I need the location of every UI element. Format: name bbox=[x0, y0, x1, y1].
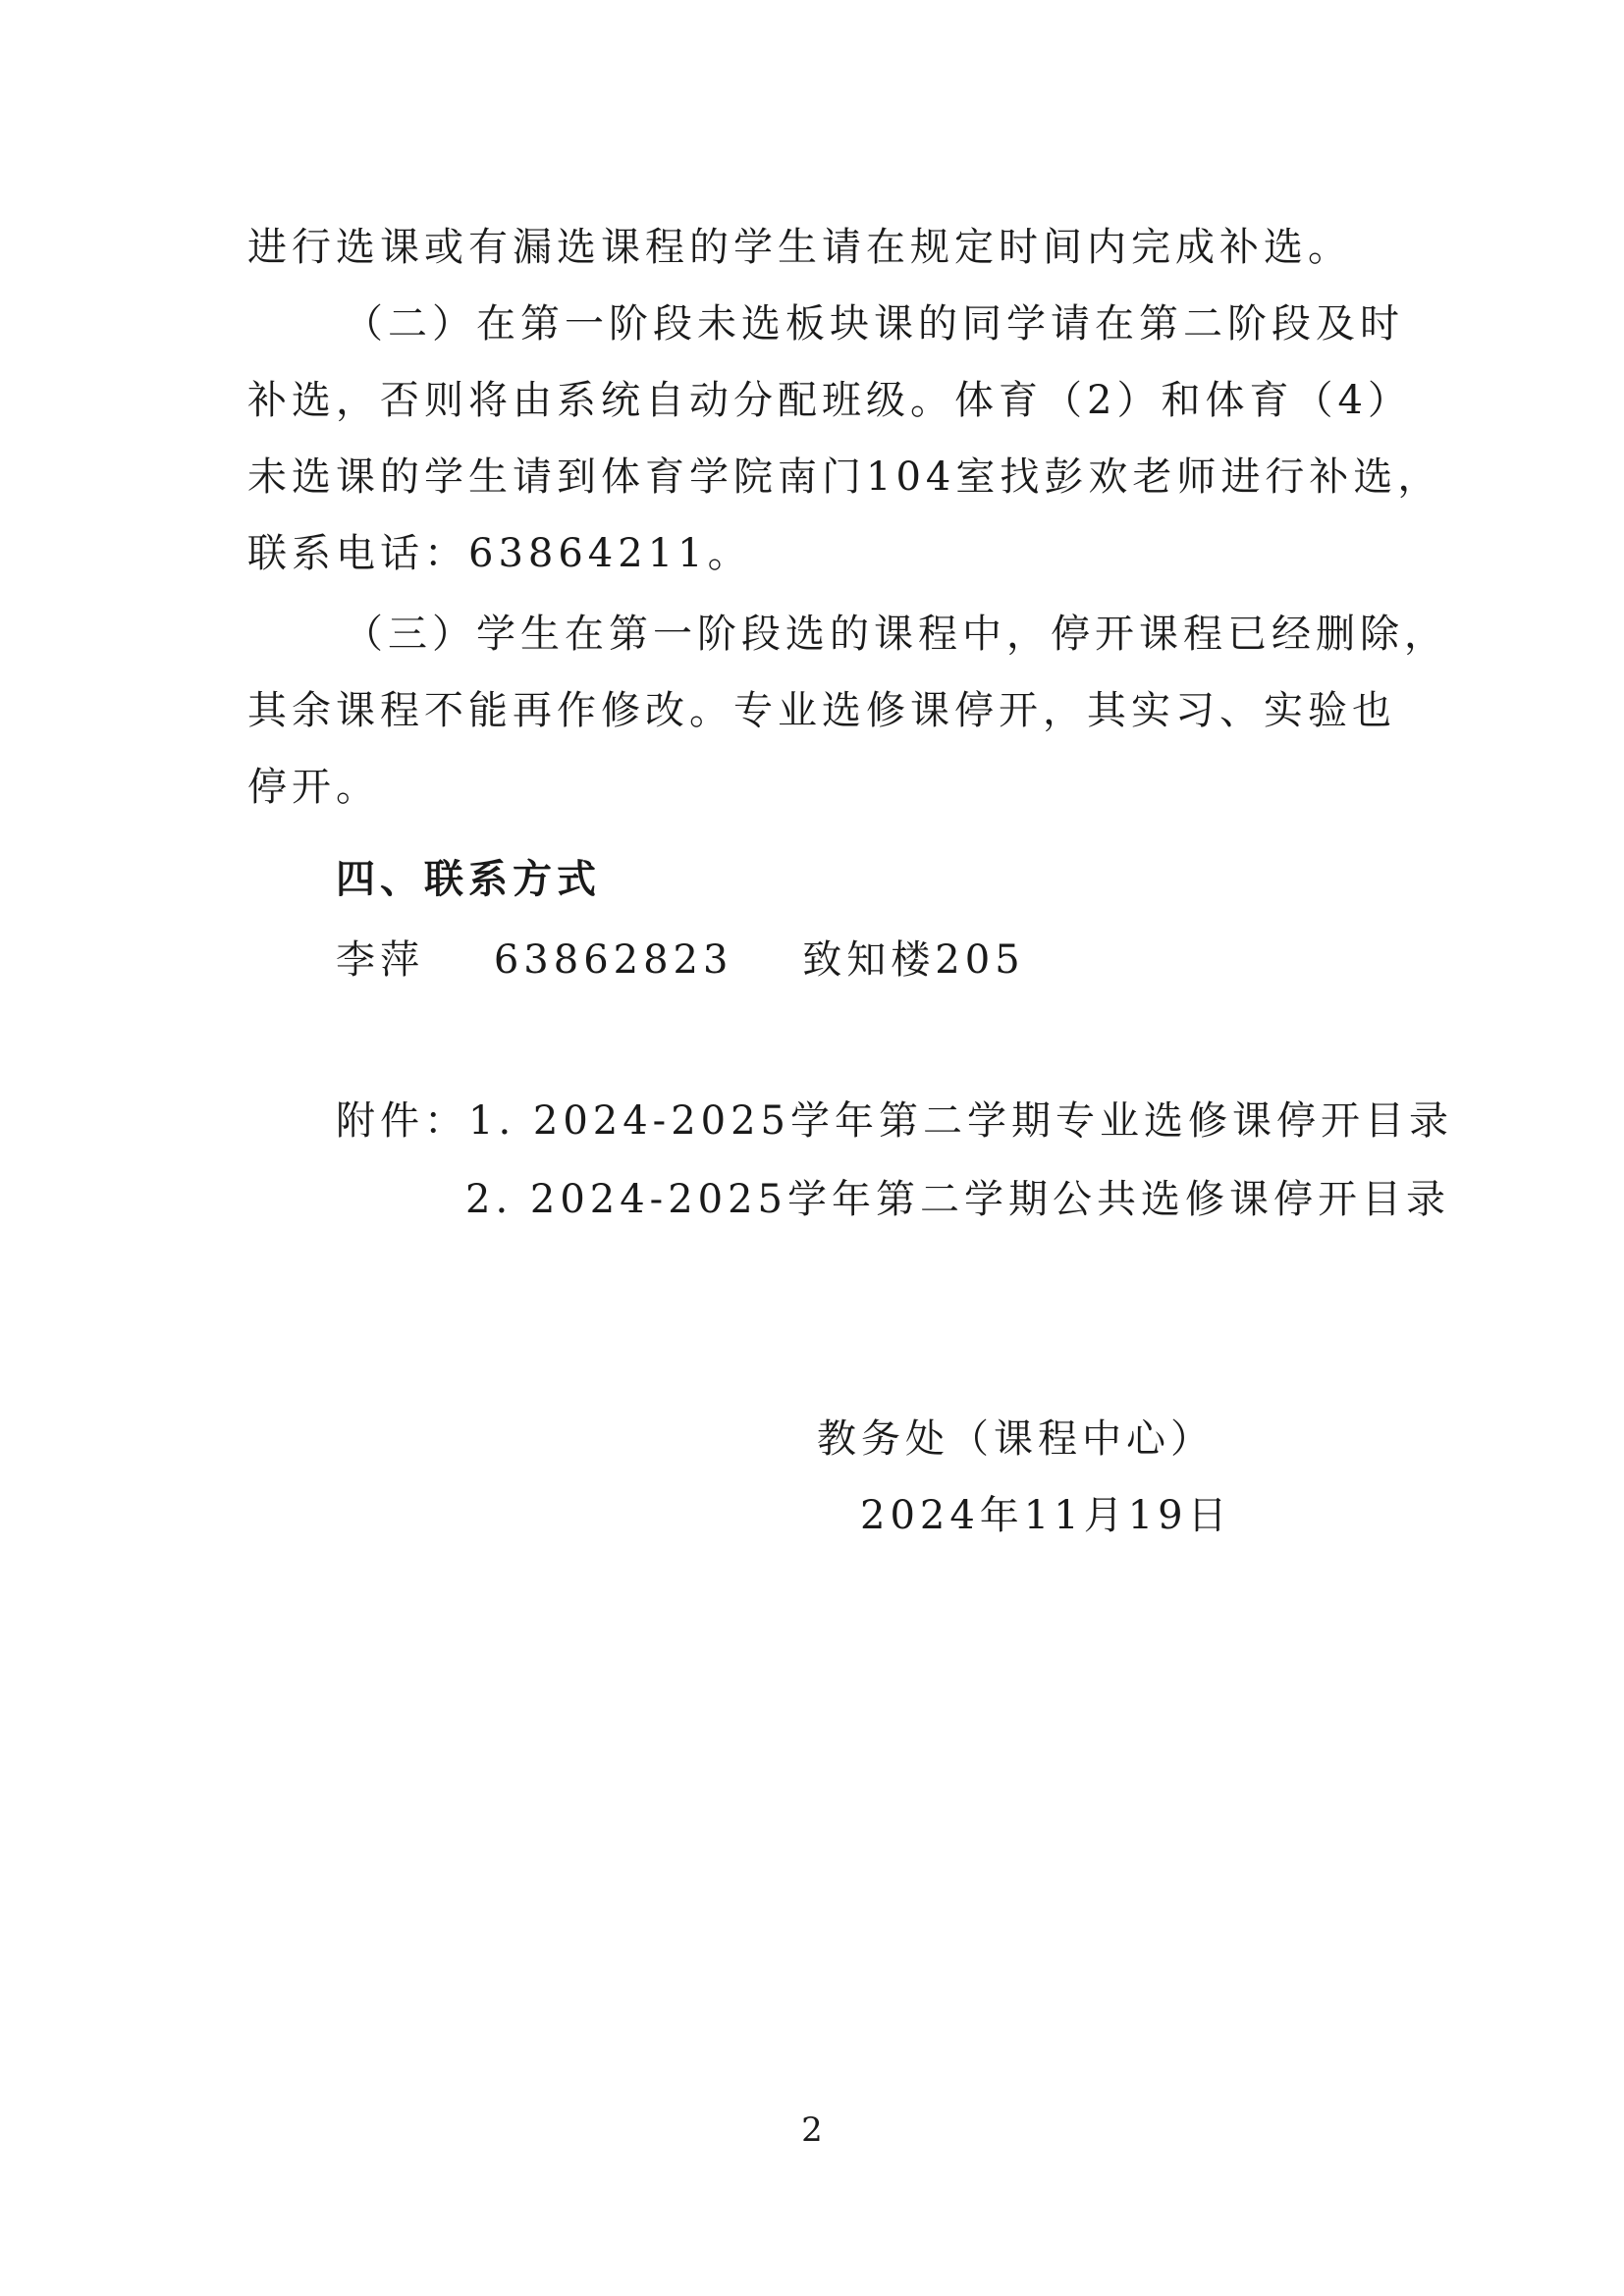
paragraph-2-line-3: 未选课的学生请到体育学院南门104室找彭欢老师进行补选， bbox=[247, 454, 1442, 500]
paragraph-3-line-3: 停开。 bbox=[247, 765, 380, 810]
signature-office: 教务处（课程中心） bbox=[817, 1416, 1215, 1462]
paragraph-3-line-1: （三）学生在第一阶段选的课程中，停开课程已经删除， bbox=[344, 612, 1448, 657]
paragraph-2-line-2: 补选，否则将由系统自动分配班级。体育（2）和体育（4） bbox=[247, 378, 1412, 423]
attachment-2: 2. 2024-2025学年第二学期公共选修课停开目录 bbox=[465, 1177, 1450, 1222]
contact-line: 李萍 63862823 致知楼205 bbox=[336, 937, 1025, 983]
page-number: 2 bbox=[801, 2110, 823, 2150]
section-4-heading: 四、联系方式 bbox=[336, 856, 601, 902]
paragraph-2-line-1: （二）在第一阶段未选板块课的同学请在第二阶段及时 bbox=[344, 301, 1404, 347]
paragraph-3-line-2: 其余课程不能再作修改。专业选修课停开，其实习、实验也 bbox=[247, 688, 1396, 733]
paragraph-1-tail: 进行选课或有漏选课程的学生请在规定时间内完成补选。 bbox=[247, 225, 1352, 270]
paragraph-2-line-4: 联系电话：63864211。 bbox=[247, 531, 752, 576]
attachment-1: 附件：1. 2024-2025学年第二学期专业选修课停开目录 bbox=[336, 1098, 1453, 1144]
signature-date: 2024年11月19日 bbox=[860, 1493, 1232, 1538]
